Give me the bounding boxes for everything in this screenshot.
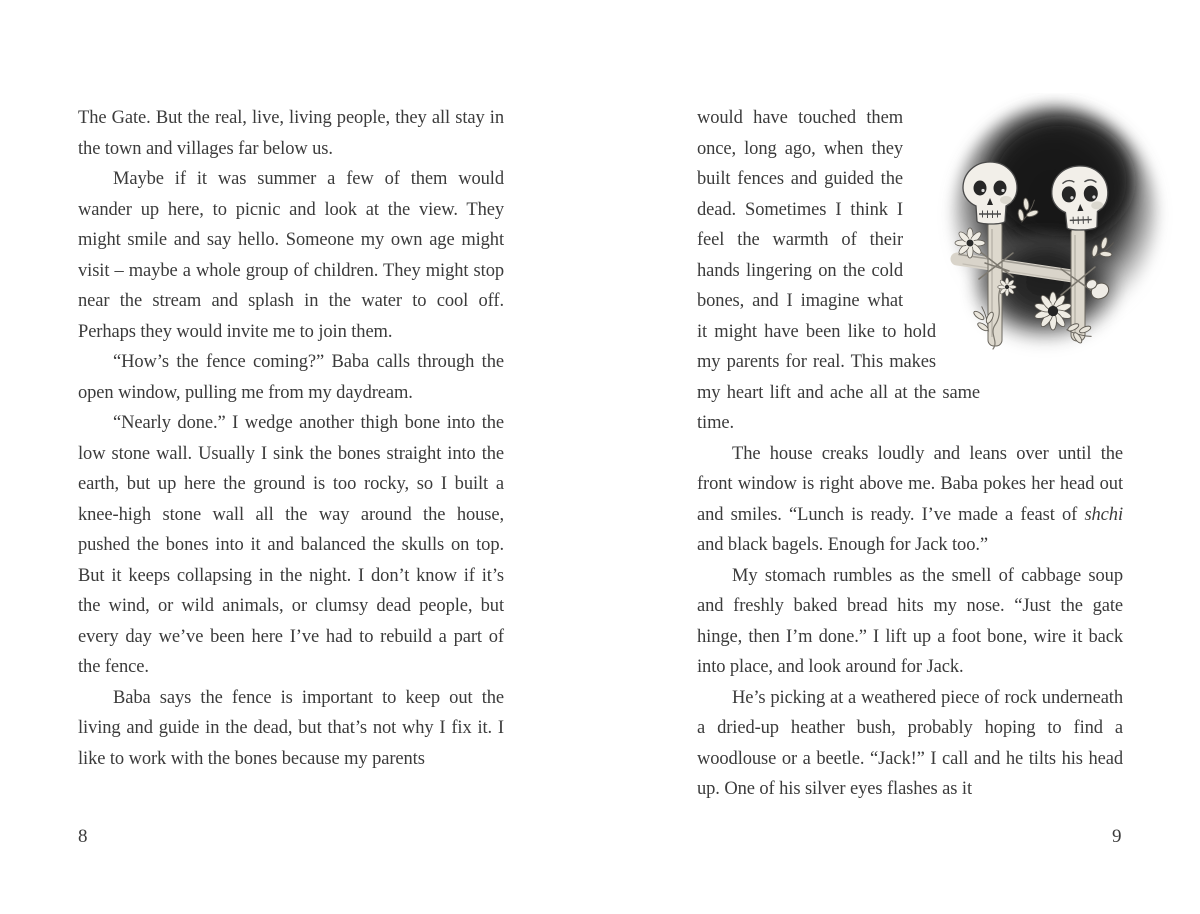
body-text: would have touched them once, long ago, when they built fences and guided the dead. Sometimes I think I feel the warmth of their hands lingering on the cold bones, and I imagine what it might have been like to hold my parents for real. This makes my heart lift and ache all at the same time. — [697, 108, 980, 433]
paragraph — [78, 103, 504, 164]
body-text: My stomach rumbles as the smell of cabbage soup and freshly baked bread hits my nose. “Just the gate hinge, then I’m done.” I lift up a foot bone, wire it back into place, and look around for Jack. — [697, 565, 1123, 677]
illustration-runaround-spacer — [903, 103, 1123, 413]
body-text: and black bagels. Enough for Jack too.” — [697, 535, 988, 555]
page-number-left: 8 — [78, 826, 88, 847]
paragraph — [78, 408, 504, 683]
body-text: “How’s the fence coming?” Baba calls through the open window, pulling me from my daydream. — [78, 352, 504, 403]
paragraph — [697, 683, 1123, 805]
body-text: “Nearly done.” I wedge another thigh bone into the low stone wall. Usually I sink the bones straight into the earth, but up here the ground is too rocky, so I built a knee-high stone wall all the way around the house, pushed the bones into it and balanced the skulls on top. But it keeps collapsing in the night. I don’t know if it’s the wind, or wild animals, or clumsy dead people, but every day we’ve been here I’ve had to rebuild a part of the fence. — [78, 413, 504, 677]
body-text: Baba says the fence is important to keep out the living and guide in the dead, but that’s not why I fix it. I like to work with the bones because my parents — [78, 687, 504, 769]
left-page-text — [78, 103, 504, 774]
body-text: Maybe if it was summer a few of them would wander up here, to picnic and look at the view. They might smile and say hello. Someone my own age might visit – maybe a whole group of children. They might stop near the stream and splash in the water to cool off. Perhaps they would invite me to join them. — [78, 169, 504, 342]
page-number-right: 9 — [1112, 826, 1122, 847]
paragraph — [78, 164, 504, 347]
paragraph — [697, 561, 1123, 683]
paragraph — [78, 683, 504, 775]
body-text: The Gate. But the real, live, living people, they all stay in the town and villages far below us. — [78, 108, 504, 159]
italic-text: shchi — [1084, 504, 1123, 525]
paragraph — [78, 347, 504, 408]
body-text: The house creaks loudly and leans over until the front window is right above me. Baba pokes her head out and smiles. “Lunch is ready. I’ve made a feast of — [697, 443, 1123, 525]
paragraph — [697, 439, 1123, 561]
right-page-text — [697, 103, 1123, 805]
body-text: He’s picking at a weathered piece of rock underneath a dried-up heather bush, probably hoping to find a woodlouse or a beetle. “Jack!” I call and he tilts his head up. One of his silver eyes flashes as it — [697, 687, 1123, 799]
